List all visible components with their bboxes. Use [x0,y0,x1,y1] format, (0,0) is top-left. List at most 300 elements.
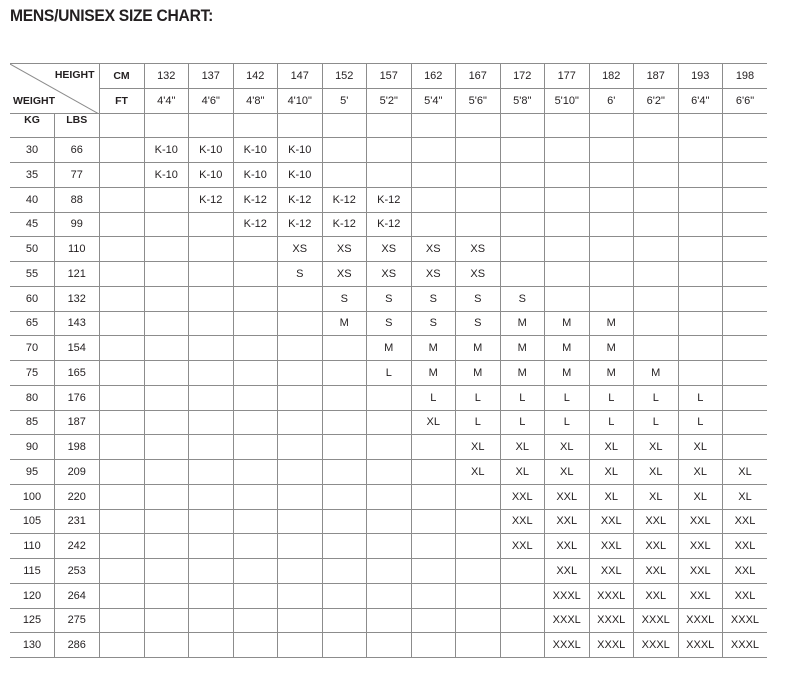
size-cell [367,633,412,658]
size-cell: XL [589,484,634,509]
size-cell [367,534,412,559]
height-cm-cell: 137 [189,64,234,89]
size-cell [678,138,723,163]
blank-cell [144,113,189,138]
header-row-units [10,113,767,138]
lbs-value: 187 [54,411,99,435]
lbs-value: 176 [54,386,99,410]
size-cell [144,509,189,534]
weight-cell [10,187,99,212]
size-cell [456,187,501,212]
size-cell: XS [456,237,501,262]
blank-cell [99,385,144,410]
size-cell: XXL [500,509,545,534]
size-cell [189,262,234,287]
size-cell [500,608,545,633]
kg-label: KG [24,113,40,126]
table-row [10,484,767,509]
size-cell [411,187,456,212]
size-cell: XL [634,460,679,485]
size-cell [189,336,234,361]
lbs-value: 286 [54,633,99,657]
size-cell [456,534,501,559]
size-cell [278,534,323,559]
size-cell [278,633,323,658]
size-cell [411,460,456,485]
size-cell: XL [634,484,679,509]
size-cell [278,608,323,633]
size-cell [233,608,278,633]
size-cell [634,187,679,212]
size-cell: K-10 [233,163,278,188]
blank-cell [545,113,590,138]
height-ft-cell: 6'4" [678,88,723,113]
size-cell [545,286,590,311]
size-cell: XXXL [723,633,768,658]
size-cell: K-12 [367,187,412,212]
size-cell [322,361,367,386]
height-cm-cell: 157 [367,64,412,89]
size-cell: L [500,385,545,410]
weight-cell [10,163,99,188]
size-cell: S [367,311,412,336]
blank-cell [456,113,501,138]
size-cell [278,410,323,435]
size-cell [322,336,367,361]
size-cell [589,262,634,287]
size-cell [189,311,234,336]
size-cell: M [500,361,545,386]
blank-cell [99,311,144,336]
size-cell [456,633,501,658]
size-cell: K-12 [367,212,412,237]
size-cell: XL [723,460,768,485]
lbs-value: 264 [54,584,99,608]
size-cell [411,435,456,460]
lbs-value: 198 [54,435,99,459]
size-cell [723,311,768,336]
size-cell [144,311,189,336]
size-cell [144,410,189,435]
blank-cell [99,286,144,311]
size-cell [144,237,189,262]
table-row [10,534,767,559]
size-cell [634,311,679,336]
height-cm-cell: 193 [678,64,723,89]
size-cell [723,385,768,410]
kg-value: 125 [22,614,42,627]
lbs-label: LBS [54,114,99,138]
height-ft-cell: 5' [322,88,367,113]
height-cm-cell: 182 [589,64,634,89]
blank-cell [723,113,768,138]
kg-value: 50 [25,243,39,256]
kg-value: 75 [25,366,39,379]
size-cell [278,460,323,485]
size-cell [189,361,234,386]
size-cell [189,534,234,559]
size-cell: L [589,385,634,410]
size-cell: XS [278,237,323,262]
size-cell [322,509,367,534]
size-cell [367,460,412,485]
size-cell: L [367,361,412,386]
size-cell [678,336,723,361]
kg-value: 55 [25,267,39,280]
size-cell: M [367,336,412,361]
size-cell [189,237,234,262]
size-cell [678,212,723,237]
size-cell [233,361,278,386]
size-cell: S [278,262,323,287]
size-cell [322,583,367,608]
table-row [10,435,767,460]
size-cell: XXL [634,559,679,584]
table-row [10,237,767,262]
size-cell [500,583,545,608]
size-cell: XXXL [545,633,590,658]
size-cell [233,534,278,559]
size-cell: XXL [678,534,723,559]
weight-cell [10,608,99,633]
table-row [10,212,767,237]
weight-label: WEIGHT [13,95,55,108]
table-row [10,559,767,584]
size-cell [233,583,278,608]
size-cell [233,336,278,361]
size-cell [144,460,189,485]
size-cell [322,559,367,584]
size-cell [634,286,679,311]
size-cell: XS [367,237,412,262]
size-cell [634,262,679,287]
blank-cell [99,583,144,608]
size-cell: XXL [589,559,634,584]
table-row [10,336,767,361]
weight-cell [10,212,99,237]
size-cell: XXXL [545,608,590,633]
size-cell: L [589,410,634,435]
kg-value: 80 [25,391,39,404]
size-cell [278,286,323,311]
table-row [10,163,767,188]
table-row [10,608,767,633]
size-cell [278,336,323,361]
size-cell [278,361,323,386]
size-cell [678,311,723,336]
kg-value: 120 [22,589,42,602]
kg-value: 40 [25,193,39,206]
size-cell: L [634,385,679,410]
size-cell [456,608,501,633]
size-cell [278,311,323,336]
size-cell [144,534,189,559]
size-cell [634,237,679,262]
size-cell: L [500,410,545,435]
height-ft-cell: 5'4" [411,88,456,113]
size-cell [723,212,768,237]
lbs-value: 253 [54,559,99,583]
blank-cell [99,138,144,163]
units-cell [10,113,99,138]
size-cell: L [545,385,590,410]
kg-value: 30 [25,144,39,157]
blank-cell [99,608,144,633]
lbs-value: 66 [54,138,99,162]
size-cell [144,435,189,460]
size-cell: S [456,286,501,311]
blank-cell [99,336,144,361]
size-cell [456,484,501,509]
table-row [10,583,767,608]
size-cell: M [456,361,501,386]
size-cell: K-12 [278,212,323,237]
size-cell [233,509,278,534]
size-cell: XL [589,460,634,485]
size-cell: XXL [634,583,679,608]
size-cell: XXL [545,484,590,509]
size-cell: XXXL [545,583,590,608]
size-cell [278,385,323,410]
lbs-value: 121 [54,262,99,286]
size-cell: XXL [634,534,679,559]
weight-cell [10,410,99,435]
size-cell [322,138,367,163]
size-cell [411,583,456,608]
size-cell: K-12 [189,187,234,212]
kg-value: 105 [22,515,42,528]
size-cell [322,410,367,435]
table-row [10,311,767,336]
blank-cell [678,113,723,138]
size-cell: S [411,286,456,311]
height-cm-cell: 142 [233,64,278,89]
size-cell: S [367,286,412,311]
size-cell: XL [411,410,456,435]
size-cell: K-12 [322,187,367,212]
page-title: MENS/UNISEX SIZE CHART: [10,6,214,25]
height-ft-cell: 6'6" [723,88,768,113]
height-ft-cell: 4'6" [189,88,234,113]
size-cell [634,336,679,361]
size-cell: L [678,410,723,435]
blank-cell [99,509,144,534]
size-cell [456,509,501,534]
height-cm-cell: 152 [322,64,367,89]
header-row-cm [10,64,767,89]
size-cell: S [500,286,545,311]
size-cell: M [545,311,590,336]
blank-cell [99,460,144,485]
size-cell: XS [411,237,456,262]
size-cell: XL [678,460,723,485]
size-cell [723,435,768,460]
size-cell [322,385,367,410]
size-cell [500,212,545,237]
size-cell: M [456,336,501,361]
size-cell: XXL [723,534,768,559]
height-ft-cell: 6'2" [634,88,679,113]
size-cell [589,138,634,163]
size-cell [456,559,501,584]
size-cell: M [500,336,545,361]
size-cell [589,163,634,188]
size-cell: K-10 [233,138,278,163]
blank-cell [99,534,144,559]
header-row-ft [10,88,767,113]
weight-cell [10,361,99,386]
size-cell: K-10 [144,138,189,163]
size-cell [500,237,545,262]
size-cell: S [322,286,367,311]
size-cell [278,435,323,460]
size-cell: XXL [723,583,768,608]
size-cell: K-10 [278,138,323,163]
size-cell: K-12 [322,212,367,237]
size-cell [144,361,189,386]
size-cell: M [545,336,590,361]
size-cell: L [411,385,456,410]
weight-cell [10,460,99,485]
weight-cell [10,385,99,410]
size-cell: XS [456,262,501,287]
size-cell [233,559,278,584]
size-cell: K-10 [144,163,189,188]
weight-cell [10,583,99,608]
lbs-value: 231 [54,510,99,534]
size-cell [723,361,768,386]
weight-cell [10,237,99,262]
size-cell [678,286,723,311]
blank-cell [233,113,278,138]
size-cell: XXL [634,509,679,534]
lbs-value: 165 [54,361,99,385]
size-cell [367,608,412,633]
height-ft-cell: 4'8" [233,88,278,113]
height-cm-cell: 198 [723,64,768,89]
blank-cell [99,187,144,212]
blank-cell [99,262,144,287]
size-cell: XXL [545,559,590,584]
size-cell [367,385,412,410]
size-cell: XXXL [589,633,634,658]
size-cell: L [456,410,501,435]
size-cell: L [634,410,679,435]
size-cell: XS [322,237,367,262]
size-cell [723,410,768,435]
size-cell [723,138,768,163]
size-cell: K-10 [189,163,234,188]
size-cell [144,187,189,212]
corner-header-cell [10,64,99,114]
lbs-value: 77 [54,163,99,187]
size-cell: XXXL [634,633,679,658]
size-cell [233,385,278,410]
size-cell: XL [678,484,723,509]
size-cell: S [456,311,501,336]
size-cell: XXL [678,509,723,534]
size-cell: XL [456,435,501,460]
size-cell [411,559,456,584]
height-cm-cell: 177 [545,64,590,89]
size-cell [634,163,679,188]
height-ft-cell: 5'6" [456,88,501,113]
size-cell: S [411,311,456,336]
size-cell [411,163,456,188]
size-cell [411,534,456,559]
size-cell [144,262,189,287]
kg-value: 35 [25,168,39,181]
size-cell [723,262,768,287]
weight-cell [10,435,99,460]
size-cell [278,559,323,584]
size-cell [233,237,278,262]
blank-cell [411,113,456,138]
size-cell [411,608,456,633]
size-cell [144,484,189,509]
table-row [10,187,767,212]
size-cell [144,583,189,608]
size-cell [456,583,501,608]
height-cm-cell: 162 [411,64,456,89]
blank-cell [99,435,144,460]
size-cell [367,583,412,608]
size-cell: XXL [723,559,768,584]
size-cell: XXXL [723,608,768,633]
blank-cell [99,212,144,237]
table-row [10,509,767,534]
height-cm-cell: 172 [500,64,545,89]
size-cell: XL [634,435,679,460]
size-cell [144,286,189,311]
size-cell [545,262,590,287]
size-cell [367,435,412,460]
size-cell [500,633,545,658]
blank-cell [99,361,144,386]
kg-value: 130 [22,639,42,652]
size-cell [500,187,545,212]
size-cell [144,385,189,410]
size-cell [545,138,590,163]
height-ft-cell: 5'2" [367,88,412,113]
size-cell [233,435,278,460]
height-ft-cell: 5'8" [500,88,545,113]
lbs-value: 220 [54,485,99,509]
size-cell [322,435,367,460]
size-cell [678,361,723,386]
lbs-value: 132 [54,287,99,311]
size-cell [500,163,545,188]
size-cell [545,163,590,188]
size-cell [322,633,367,658]
blank-cell [500,113,545,138]
size-cell [723,187,768,212]
kg-value: 85 [25,416,39,429]
size-cell [144,336,189,361]
size-cell [322,534,367,559]
size-cell [367,509,412,534]
size-cell [367,559,412,584]
table-row [10,633,767,658]
lbs-value: 143 [54,312,99,336]
size-cell [144,633,189,658]
blank-cell [367,113,412,138]
size-cell [322,163,367,188]
size-cell [634,212,679,237]
size-cell [723,163,768,188]
weight-cell [10,336,99,361]
size-cell [278,509,323,534]
